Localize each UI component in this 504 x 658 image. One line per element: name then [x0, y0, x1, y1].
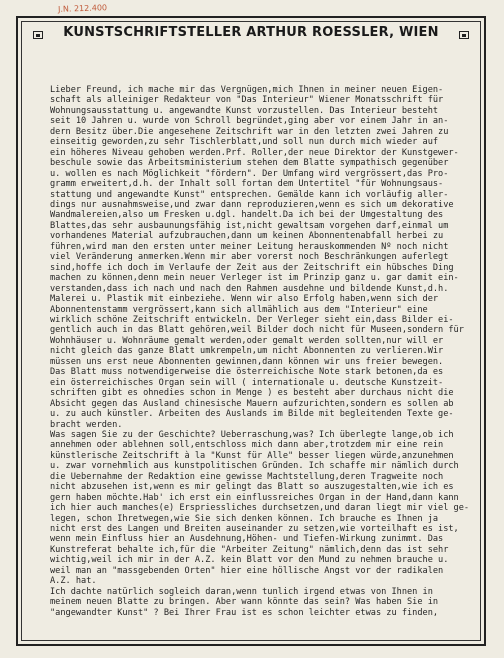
letter-line: sind,hoffe ich doch im Verlaufe der Zeit aus der Zeitschrift ein hübsches Ding	[50, 262, 454, 273]
letter-line: Wohnungsausstattung u. angewandte Kunst vorzustellen. Das Interieur besteht	[50, 105, 439, 116]
letter-line: beschule sowie das Arbeitsministerium stehen dem Blatte sympathisch gegenüber	[50, 158, 449, 169]
letter-line: Was sagen Sie zu der Geschichte? Ueberraschung,was? Ich überlegte lange,ob ich	[50, 429, 454, 440]
letter-line: stattung und angewandte Kunst" entsprechen. Gemälde kann ich vorläufig aller-	[50, 189, 449, 200]
archive-note: J.N. 212.400	[57, 3, 108, 14]
letter-line: u. zwar vornehmlich aus kunstpolitischen Gründen. Ich schaffe mir nämlich durch	[50, 461, 459, 472]
letter-line: führen,wird man den ersten unter meiner Leitung herauskommenden Nº noch nicht	[50, 241, 449, 252]
letter-line: Abonnentenstamm vergrössert,kann sich allmählich aus dem "Interieur" eine	[50, 304, 428, 315]
letter-line: Das Blatt muss notwendigerweise die österreichische Note stark betonen,da es	[50, 367, 444, 378]
letterhead-title: KUNSTSCHRIFTSTELLER ARTHUR ROESSLER, WIEN	[63, 25, 439, 40]
letter-line: schaft als alleiniger Redakteur von "Das Interieur" Wiener Monatsschrift für	[50, 95, 444, 106]
letter-line: u. wollen es nach Möglichkeit "fördern". Der Umfang wird vergrössert,das Pro-	[50, 168, 449, 179]
letterhead-bar	[21, 24, 481, 44]
right-ornament-icon	[459, 31, 469, 39]
letter-line: dings nur ausnahmsweise,und zwar dann reproduzieren,wenn es sich um dekorative	[50, 199, 454, 210]
letter-line: "angewandter Kunst" ? Bei Ihrer Frau ist es schon leichter etwas zu finden,	[50, 607, 439, 618]
letter-line: Kunstreferat behalte ich,für die "Arbeiter Zeitung" nämlich,denn das ist sehr	[50, 544, 449, 555]
letter-line: künstlerische Zeitschrift à la "Kunst für Alle" besser liegen würde,anzunehmen	[50, 450, 454, 461]
letter-line: wichtig,weil ich mir in der A.Z. kein Blatt vor den Mund zu nehmen brauche u.	[50, 555, 449, 566]
letter-line: nicht erst des Langen und Breiten auseinander zu setzen,wie vorteilhaft es ist,	[50, 524, 459, 535]
letter-line: verstanden,dass ich nach und nach den Rahmen ausdehne und bildende Kunst,d.h.	[50, 283, 449, 294]
letter-line: Blattes,das sehr ausbaunungsfähig ist,nicht gewaltsam vorgehen darf,einmal um	[50, 220, 449, 231]
letter-line: wirklich schöne Zeitschrift entwickeln. Der Verleger sieht ein,dass Bilder ei-	[50, 314, 454, 325]
letter-line: Wandmalereien,also um Fresken u.dgl. handelt.Da ich bei der Umgestaltung des	[50, 210, 444, 221]
letter-line: Lieber Freund, ich mache mir das Vergnügen,mich Ihnen in meiner neuen Eigen-	[50, 85, 444, 95]
letter-line: wenn mein Einfluss hier an Ausdehnung,Höhen- und Tiefen-Wirkung zunimmt. Das	[50, 534, 444, 545]
letter-line: viel Veränderung anmerken.Wenn mir aber vorerst noch Beschränkungen auferlegt	[50, 252, 449, 263]
letter-line: gentlich auch in das Blatt gehören,weil Bilder doch nicht für Museen,sondern für	[50, 325, 464, 336]
letter-line: gramm erweitert,d.h. der Inhalt soll fortan dem Untertitel "für Wohnungsaus-	[50, 179, 444, 190]
letter-line: die Uebernahme der Redaktion eine gewisse Machtstellung,deren Tragweite noch	[50, 471, 444, 482]
letter-line: nicht abzusehen ist,wenn es mir gelingt das Blatt so auszugestalten,wie ich es	[50, 482, 454, 493]
letter-line: A.Z. hat.	[50, 576, 97, 587]
letter-line: dern Besitz über.Die angesehene Zeitschrift war in den letzten zwei Jahren zu	[50, 126, 449, 137]
letter-line: machen zu können,denn mein neuer Verleger ist im Prinzip ganz u. gar damit ein-	[50, 273, 459, 284]
letter-line: weil man an "massgebenden Orten" hier eine höllische Angst vor der radikalen	[50, 565, 444, 576]
letter-line: annehmen oder ablehnen soll,entschloss mich dann aber,trotzdem mir eine rein	[50, 440, 444, 451]
letter-line: vorhandenes Material aufzubrauchen,dann um keinen Abonnentenabfall herbei zu	[50, 231, 444, 242]
letter-line: gern haben möchte.Hab' ich erst ein einflussreiches Organ in der Hand,dann kann	[50, 492, 459, 503]
letter-line: Malerei u. Plastik mit einbeziehe. Wenn wir also Erfolg haben,wenn sich der	[50, 294, 439, 305]
letter-line: schriften gibt es ohnedies schon in Menge ) es besteht aber durchaus nicht die	[50, 388, 454, 399]
letter-line: u. zu auch künstler. Arbeiten des Auslands im Bilde mit begleitenden Texte ge-	[50, 409, 454, 420]
letter-line: meinem neuen Blatte zu bringen. Aber wann könnte das sein? Was haben Sie in	[50, 597, 439, 608]
letter-line: ein höheres Niveau gehoben werden.Prf. Roller,der neue Direktor der Kunstgewer-	[50, 147, 459, 158]
letter-line: müssen uns erst neue Abonnenten gewinnen,dann können wir uns freier bewegen.	[50, 356, 444, 367]
letter-line: ich hier auch manches(e) Erspriessliches durchsetzen,und daran liegt mir viel ge-	[50, 503, 470, 514]
letter-line: bracht werden.	[50, 419, 123, 430]
letter-line: nicht gleich das ganze Blatt umkrempeln,um nicht Abonnenten zu verlieren.Wir	[50, 346, 444, 357]
letter-line: Ich dachte natürlich sogleich daran,wenn tunlich irgend etwas von Ihnen in	[50, 586, 433, 597]
letter-line: ein österreichisches Organ sein will ( internationale u. deutsche Kunstzeit-	[50, 377, 444, 388]
letter-line: Wohnhäuser u. Wohnräume gemalt werden,oder gemalt werden sollten,nur will er	[50, 335, 444, 346]
letter-line: seit 10 Jahren u. wurde von Schroll begründet,ging aber vor einem Jahr in an-	[50, 116, 449, 127]
letter-line: Absicht gegen das Ausland chinesische Mauern aufzurichten,sondern es sollen ab	[50, 398, 454, 409]
letter-line: einseitig geworden,zu sehr Tischlerblatt,und soll nun durch mich wieder auf	[50, 137, 439, 148]
letter-line: legen, schon Ihretwegen,wie Sie sich denken können. Ich brauche es Ihnen ja	[50, 513, 439, 524]
letter-body	[50, 85, 470, 618]
